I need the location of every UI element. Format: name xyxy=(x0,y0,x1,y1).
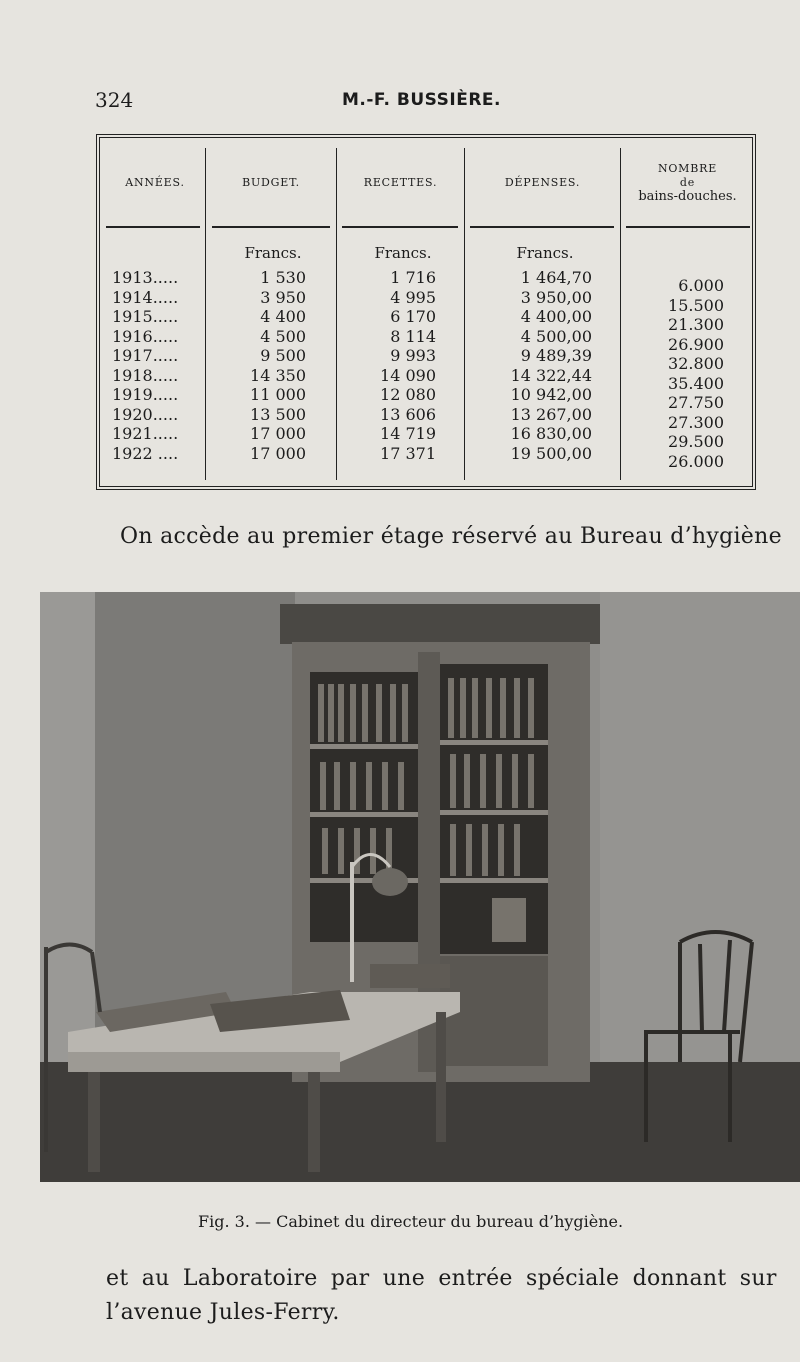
header-rule xyxy=(106,226,200,228)
column-rule xyxy=(205,148,206,480)
table-cell: 4 400 xyxy=(260,307,306,326)
table-cell: 32.800 xyxy=(668,354,724,373)
table-cell: 27.300 xyxy=(668,412,724,432)
table-cell: 16 830,00 xyxy=(510,424,592,443)
figure-caption: Fig. 3. — Cabinet du directeur du bureau d’hygiène. xyxy=(198,1212,624,1231)
paragraph-1: On accède au premier étage réservé au Bureau d’hygiène xyxy=(120,524,782,549)
table-cell: 19 500,00 xyxy=(510,443,592,463)
column-bains xyxy=(640,276,724,471)
paragraph-2-line-2: l’avenue Jules-Ferry. xyxy=(106,1300,340,1325)
table-cell: 1921..... xyxy=(112,424,179,443)
header-recettes: RECETTES. xyxy=(363,176,438,189)
paragraph-2-line-1: et au Laboratoire par une entrée spéciale donnant sur xyxy=(106,1266,777,1291)
table-cell: 17 000 xyxy=(250,424,306,443)
table-cell: 9 993 xyxy=(390,346,436,365)
table-cell: 1 530 xyxy=(260,268,306,287)
table-cell: 3 950,00 xyxy=(520,287,592,307)
column-rule xyxy=(336,148,337,480)
table-cell: 29.500 xyxy=(668,432,724,451)
table-cell: 13 606 xyxy=(380,404,436,424)
table-cell: 14 719 xyxy=(380,424,436,443)
table-cell: 1 464,70 xyxy=(520,268,592,287)
table-cell: 17 371 xyxy=(380,443,436,463)
table-cell: 9 489,39 xyxy=(520,346,592,365)
table-cell: 3 950 xyxy=(260,287,306,307)
table-cell: 9 500 xyxy=(260,346,306,365)
table-cell: 11 000 xyxy=(250,385,306,404)
column-recettes xyxy=(340,268,436,463)
table-cell: 1917..... xyxy=(112,346,179,365)
table-cell: 4 500 xyxy=(260,326,306,346)
header-rule xyxy=(212,226,330,228)
header-depenses: DÉPENSES. xyxy=(504,176,581,189)
table-cell: 1915..... xyxy=(112,307,179,326)
table-cell: 27.750 xyxy=(668,393,724,412)
table-cell: 4 400,00 xyxy=(520,307,592,326)
table-cell: 21.300 xyxy=(668,315,724,334)
header-nombre-line3: bains-douches. xyxy=(638,189,737,204)
table-cell: 14 350 xyxy=(250,365,306,385)
table-cell: 13 500 xyxy=(250,404,306,424)
table-cell: 17 000 xyxy=(250,443,306,463)
header-nombre-line1: NOMBRE xyxy=(657,162,718,175)
header-nombre xyxy=(621,162,754,204)
table-cell: 4 995 xyxy=(390,287,436,307)
table-cell: 6.000 xyxy=(678,276,724,295)
column-budget xyxy=(210,268,306,463)
unit-depenses: Francs. xyxy=(516,244,574,262)
column-annees xyxy=(112,268,202,463)
header-annees: ANNÉES. xyxy=(125,176,185,189)
table-cell: 1916..... xyxy=(112,326,179,346)
header-rule xyxy=(470,226,614,228)
header-nombre-line2: de xyxy=(679,176,696,189)
table-cell: 6 170 xyxy=(390,307,436,326)
table-cell: 12 080 xyxy=(380,385,436,404)
table-cell: 13 267,00 xyxy=(510,404,592,424)
table-cell: 4 500,00 xyxy=(520,326,592,346)
table-cell: 1919..... xyxy=(112,385,179,404)
office-illustration xyxy=(40,592,800,1182)
column-depenses xyxy=(472,268,592,463)
unit-budget: Francs. xyxy=(244,244,302,262)
table-cell: 1914..... xyxy=(112,287,179,307)
office-photo xyxy=(40,592,800,1182)
table-cell: 1922 .... xyxy=(112,443,179,463)
table-cell: 14 090 xyxy=(380,365,436,385)
statistics-table xyxy=(96,134,756,490)
table-cell: 1913..... xyxy=(112,268,179,287)
header-rule xyxy=(626,226,750,228)
table-cell: 26.000 xyxy=(668,451,724,471)
table-cell: 14 322,44 xyxy=(510,365,592,385)
running-head: M.-F. BUSSIÈRE. xyxy=(342,90,502,110)
header-rule xyxy=(342,226,458,228)
table-cell: 10 942,00 xyxy=(510,385,592,404)
table-cell: 15.500 xyxy=(668,295,724,315)
table-cell: 1 716 xyxy=(390,268,436,287)
table-cell: 35.400 xyxy=(668,373,724,393)
table-cell: 8 114 xyxy=(390,326,436,346)
table-cell: 1918..... xyxy=(112,365,179,385)
column-rule xyxy=(464,148,465,480)
header-budget: BUDGET. xyxy=(242,176,300,189)
table-cell: 26.900 xyxy=(668,334,724,354)
unit-recettes: Francs. xyxy=(374,244,432,262)
page-number: 324 xyxy=(95,88,134,112)
table-cell: 1920..... xyxy=(112,404,179,424)
